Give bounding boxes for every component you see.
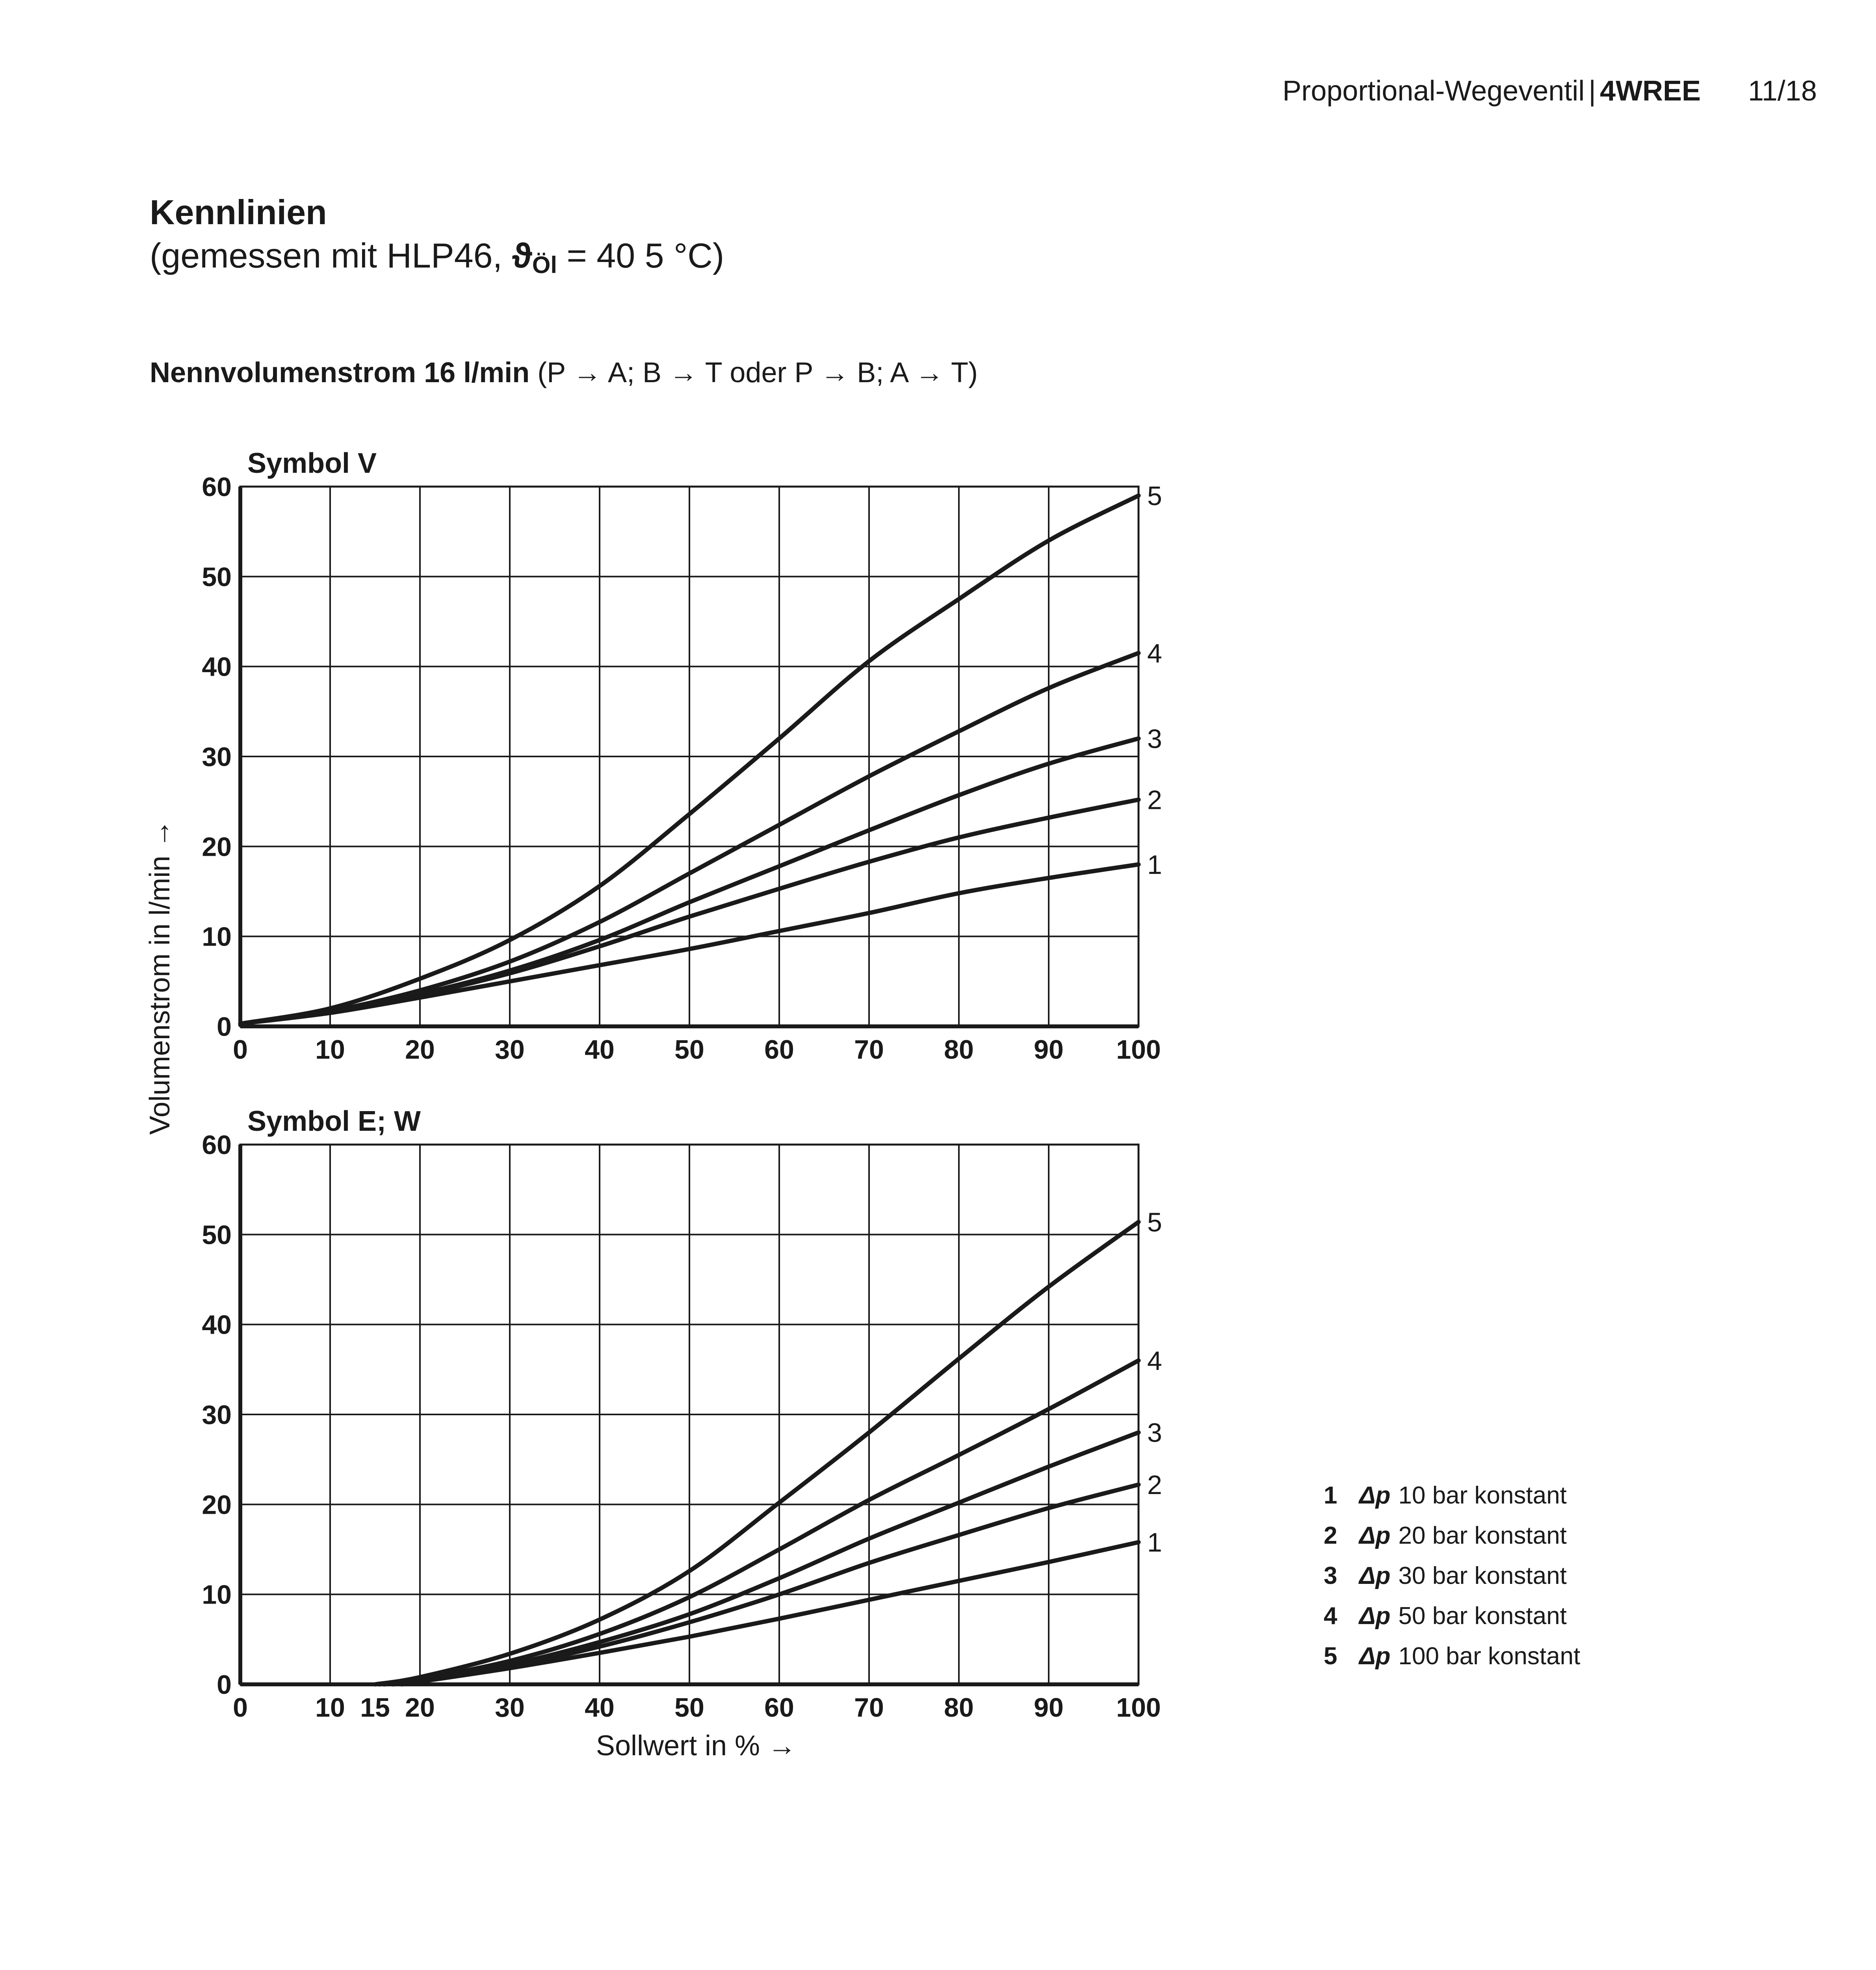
y-tick-label: 10 <box>202 1580 232 1610</box>
x-tick-label: 0 <box>233 1693 248 1723</box>
legend-number: 2 <box>1324 1522 1337 1549</box>
flow-heading-rest: (P → A; B → T oder P → B; A → T) <box>529 357 978 388</box>
x-tick-label: 10 <box>315 1035 345 1065</box>
y-tick-label: 0 <box>217 1012 232 1042</box>
x-tick-label: 20 <box>405 1693 435 1723</box>
y-tick-label: 30 <box>202 1400 232 1430</box>
x-tick-label: 90 <box>1034 1035 1064 1065</box>
y-tick-label: 40 <box>202 1310 232 1340</box>
x-tick-label: 100 <box>1116 1693 1161 1723</box>
x-tick-label: 0 <box>233 1035 248 1065</box>
x-tick-label: 60 <box>764 1035 794 1065</box>
series-label-5: 5 <box>1147 481 1162 511</box>
legend-text: 10 bar konstant <box>1398 1482 1567 1509</box>
chart-title: Symbol E; W <box>247 1106 421 1137</box>
y-tick-label: 40 <box>202 652 232 682</box>
legend-number: 4 <box>1324 1602 1337 1630</box>
y-tick-label: 20 <box>202 1490 232 1520</box>
series-label-4: 4 <box>1147 638 1162 669</box>
series-label-3: 3 <box>1147 724 1162 754</box>
x-tick-label: 40 <box>585 1035 615 1065</box>
temperature-subscript: Öl <box>532 252 557 278</box>
x-tick-label: 10 <box>315 1693 345 1723</box>
x-tick-label: 30 <box>495 1693 525 1723</box>
x-tick-label: 100 <box>1116 1035 1161 1065</box>
measurement-suffix: = 40 5 °C) <box>557 236 724 275</box>
x-tick-label: 30 <box>495 1035 525 1065</box>
flow-heading-bold: Nennvolumenstrom 16 l/min <box>150 357 530 388</box>
y-tick-label: 60 <box>202 1130 232 1160</box>
y-tick-label: 10 <box>202 922 232 952</box>
y-axis-label: Volumenstrom in l/min → <box>144 819 176 1135</box>
legend-item <box>1324 1481 1580 1522</box>
chart-title: Symbol V <box>247 448 377 479</box>
header-separator: | <box>1588 75 1596 107</box>
chart-symbol-e-w <box>202 1106 1162 1723</box>
legend <box>1324 1481 1580 1682</box>
x-tick-label: 50 <box>674 1693 704 1723</box>
series-line-5 <box>375 1222 1139 1684</box>
series-label-5: 5 <box>1147 1207 1162 1238</box>
y-tick-label: 50 <box>202 562 232 592</box>
legend-text: 20 bar konstant <box>1398 1522 1567 1549</box>
series-label-1: 1 <box>1147 1528 1162 1558</box>
y-tick-label: 30 <box>202 742 232 772</box>
x-tick-label: 20 <box>405 1035 435 1065</box>
x-axis-label: Sollwert in % → <box>596 1730 797 1762</box>
page-number: 11/18 <box>1748 75 1817 107</box>
section-title: Kennlinien <box>150 193 327 232</box>
y-tick-label: 60 <box>202 472 232 502</box>
legend-number: 3 <box>1324 1562 1337 1589</box>
chart-symbol-v <box>202 448 1162 1065</box>
measurement-prefix: (gemessen mit HLP46, <box>150 236 512 275</box>
x-tick-label: 50 <box>674 1035 704 1065</box>
series-label-2: 2 <box>1147 785 1162 815</box>
legend-delta-p: Δp <box>1359 1522 1391 1549</box>
legend-text: 100 bar konstant <box>1398 1643 1581 1670</box>
legend-delta-p: Δp <box>1359 1562 1391 1589</box>
legend-number: 5 <box>1324 1643 1337 1670</box>
temperature-symbol: ϑ <box>512 236 532 275</box>
x-tick-label: 80 <box>944 1693 974 1723</box>
x-tick-label: 90 <box>1034 1693 1064 1723</box>
product-name: 4WREE <box>1600 75 1701 107</box>
x-tick-label: 60 <box>764 1693 794 1723</box>
series-label-4: 4 <box>1147 1346 1162 1376</box>
legend-text: 30 bar konstant <box>1398 1562 1567 1589</box>
y-tick-label: 0 <box>217 1670 232 1700</box>
legend-item <box>1324 1602 1580 1642</box>
x-tick-label: 70 <box>854 1693 884 1723</box>
legend-item <box>1324 1642 1580 1682</box>
y-tick-label: 20 <box>202 832 232 862</box>
x-tick-label: 40 <box>585 1693 615 1723</box>
legend-number: 1 <box>1324 1482 1337 1509</box>
series-label-1: 1 <box>1147 850 1162 880</box>
x-tick-label: 70 <box>854 1035 884 1065</box>
legend-text: 50 bar konstant <box>1398 1602 1567 1630</box>
series-label-3: 3 <box>1147 1418 1162 1448</box>
legend-item <box>1324 1562 1580 1602</box>
legend-delta-p: Δp <box>1359 1602 1391 1630</box>
doc-title: Proportional-Wegeventil <box>1282 75 1585 107</box>
legend-item <box>1324 1522 1580 1562</box>
x-tick-label: 15 <box>360 1693 390 1723</box>
y-tick-label: 50 <box>202 1220 232 1250</box>
series-label-2: 2 <box>1147 1470 1162 1500</box>
x-tick-label: 80 <box>944 1035 974 1065</box>
legend-delta-p: Δp <box>1359 1482 1391 1509</box>
series-line-4 <box>379 1360 1139 1684</box>
legend-delta-p: Δp <box>1359 1643 1391 1670</box>
